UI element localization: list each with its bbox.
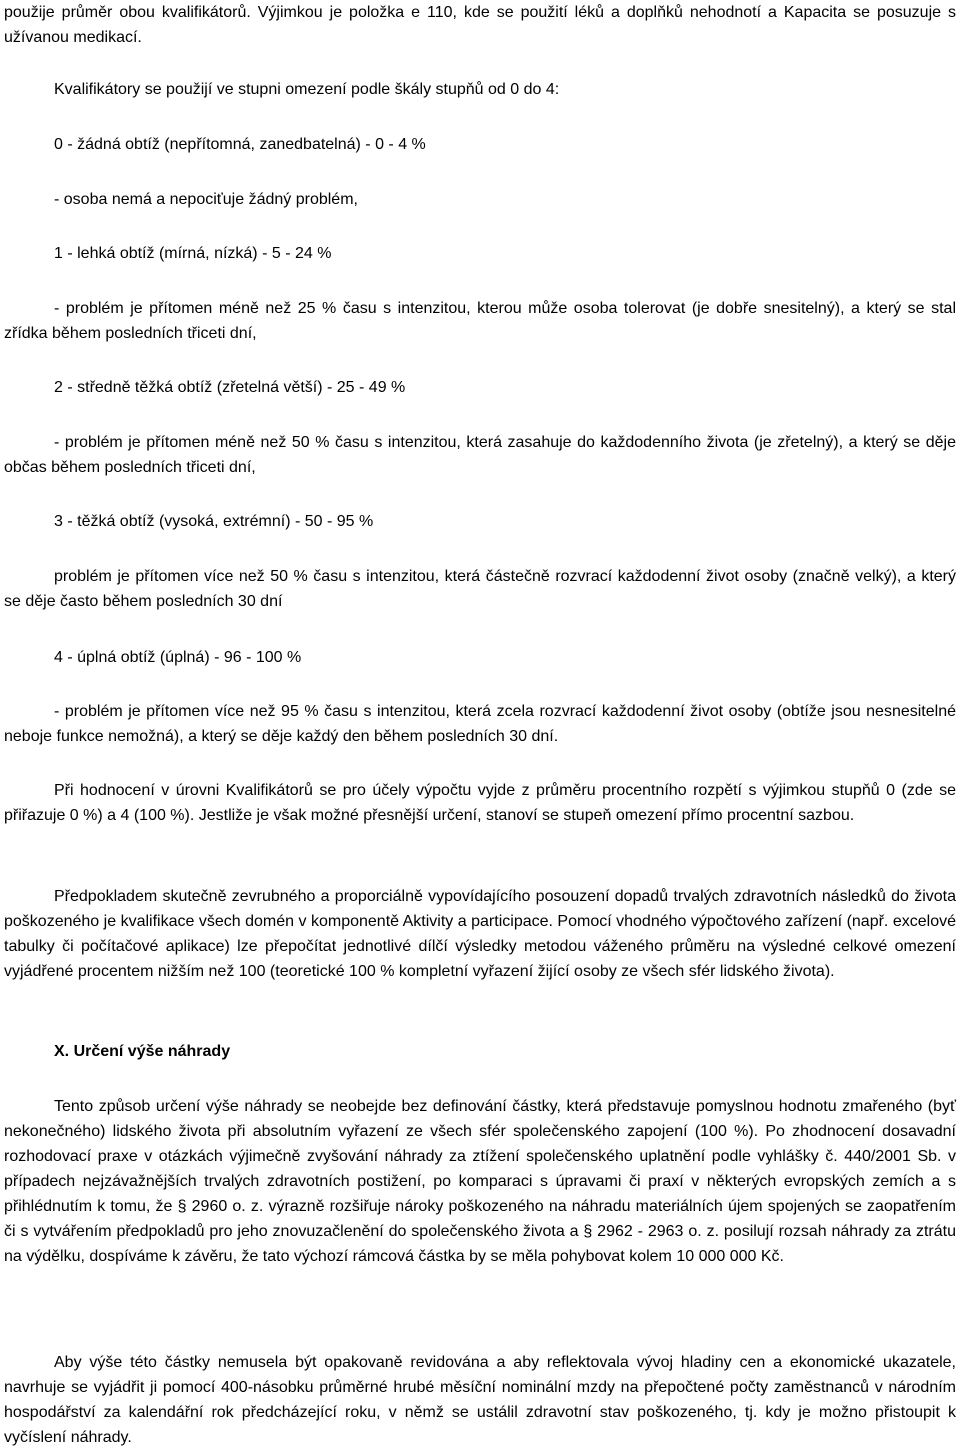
level-1-description: - problém je přítomen méně než 25 % času s intenzitou, kterou může osoba tolerovat (je dobře snesitelný), a který se stal zřídka během posledních třiceti dní, [4, 300, 956, 342]
level-0-title: 0 - žádná obtíž (nepřítomná, zanedbatelná) - 0 - 4 % [54, 136, 426, 153]
level-0-description: - osoba nemá a nepociťuje žádný problém, [54, 191, 358, 208]
level-4-title: 4 - úplná obtíž (úplná) - 96 - 100 % [54, 649, 302, 666]
assumption-paragraph: Předpokladem skutečně zevrubného a proporciálně vypovídajícího posouzení dopadů trvalých zdravotních následků do života poškozeného je kvalifikace všech domén v komponentě Aktivity a participace. Pomocí vhodného výpočtového zařízení (např. excelové tabulky či počítačové aplikace) lze přepočítat jednotlivé dílčí výsledky metodou váženého průměru na výsledné celkové omezení vyjádřené procentem nižším než 100 (teoretické 100 % kompletní vyřazení žijící osoby ze všech sfér lidského života). [4, 888, 956, 980]
level-3-description: problém je přítomen více než 50 % času s intenzitou, která částečně rozvrací každodenní život osoby (značně velký), a který se děje často během posledních 30 dní [4, 568, 956, 610]
level-1-title: 1 - lehká obtíž (mírná, nízká) - 5 - 24 % [54, 245, 332, 262]
evaluation-paragraph: Při hodnocení v úrovni Kvalifikátorů se pro účely výpočtu vyjde z průměru procentního rozpětí s výjimkou stupňů 0 (zde se přiřazuje 0 %) a 4 (100 %). Jestliže je však možné přesnější určení, stanoví se stupeň omezení přímo procentní sazbou. [4, 782, 956, 824]
level-2-title: 2 - středně těžká obtíž (zřetelná větší) - 25 - 49 % [54, 379, 406, 396]
intro-paragraph: použije průměr obou kvalifikátorů. Výjimkou je položka e 110, kde se použití léků a doplňků nehodnotí a Kapacita se posuzuje s užívanou medikací. [4, 4, 956, 46]
method-paragraph: Tento způsob určení výše náhrady se neobejde bez definování částky, která představuje pomyslnou hodnotu zmařeného (byť nekonečného) lidského života při absolutním vyřazení ze všech sfér společenského zapojení (100 %). Po zhodnocení dosavadní rozhodovací praxe v otázkách výjimečně zvyšování náhrady za ztížení společenského uplatnění podle vyhlášky č. 440/2001 Sb. v případech nejzávažnějších trvalých zdravotních postižení, po komparaci s úpravami či praxí v některých evropských zemích a s přihlédnutím k tomu, že § 2960 o. z. výrazně rozšiřuje nároky poškozeného na náhradu materiálních újem spojených se zaopatřením či s vytvářením předpokladů pro jeho znovuzačlenění do společenského života a § 2962 - 2963 o. z. posilují rozsah náhrady za ztrátu na výdělku, dospíváme k závěru, že tato výchozí rámcová částka by se měla pohybovat kolem 10 000 000 Kč. [4, 1098, 956, 1265]
level-3-title: 3 - těžká obtíž (vysoká, extrémní) - 50 - 95 % [54, 513, 374, 530]
level-4-description: - problém je přítomen více než 95 % času s intenzitou, která zcela rozvrací každodenní život osoby (obtíže jsou nesnesitelné neboje funkce nemožná), a který se děje každý den během posledních 30 dní. [4, 703, 956, 745]
scale-intro-paragraph: Kvalifikátory se použijí ve stupni omezení podle škály stupňů od 0 do 4: [54, 81, 560, 98]
section-heading: X. Určení výše náhrady [54, 1043, 231, 1060]
level-2-description: - problém je přítomen méně než 50 % času s intenzitou, která zasahuje do každodenního života (je zřetelný), a který se děje občas během posledních třiceti dní, [4, 434, 956, 476]
revision-paragraph: Aby výše této částky nemusela být opakovaně revidována a aby reflektovala vývoj hladiny cen a ekonomické ukazatele, navrhuje se vyjádřit ji pomocí 400-násobku průměrné hrubé měsíční nominální mzdy na přepočtené počty zaměstnanců v národním hospodářství za kalendářní rok předcházející roku, v němž se ustálil zdravotní stav poškozeného, tj. kdy je možno přistoupit k vyčíslení náhrady. [4, 1354, 956, 1446]
